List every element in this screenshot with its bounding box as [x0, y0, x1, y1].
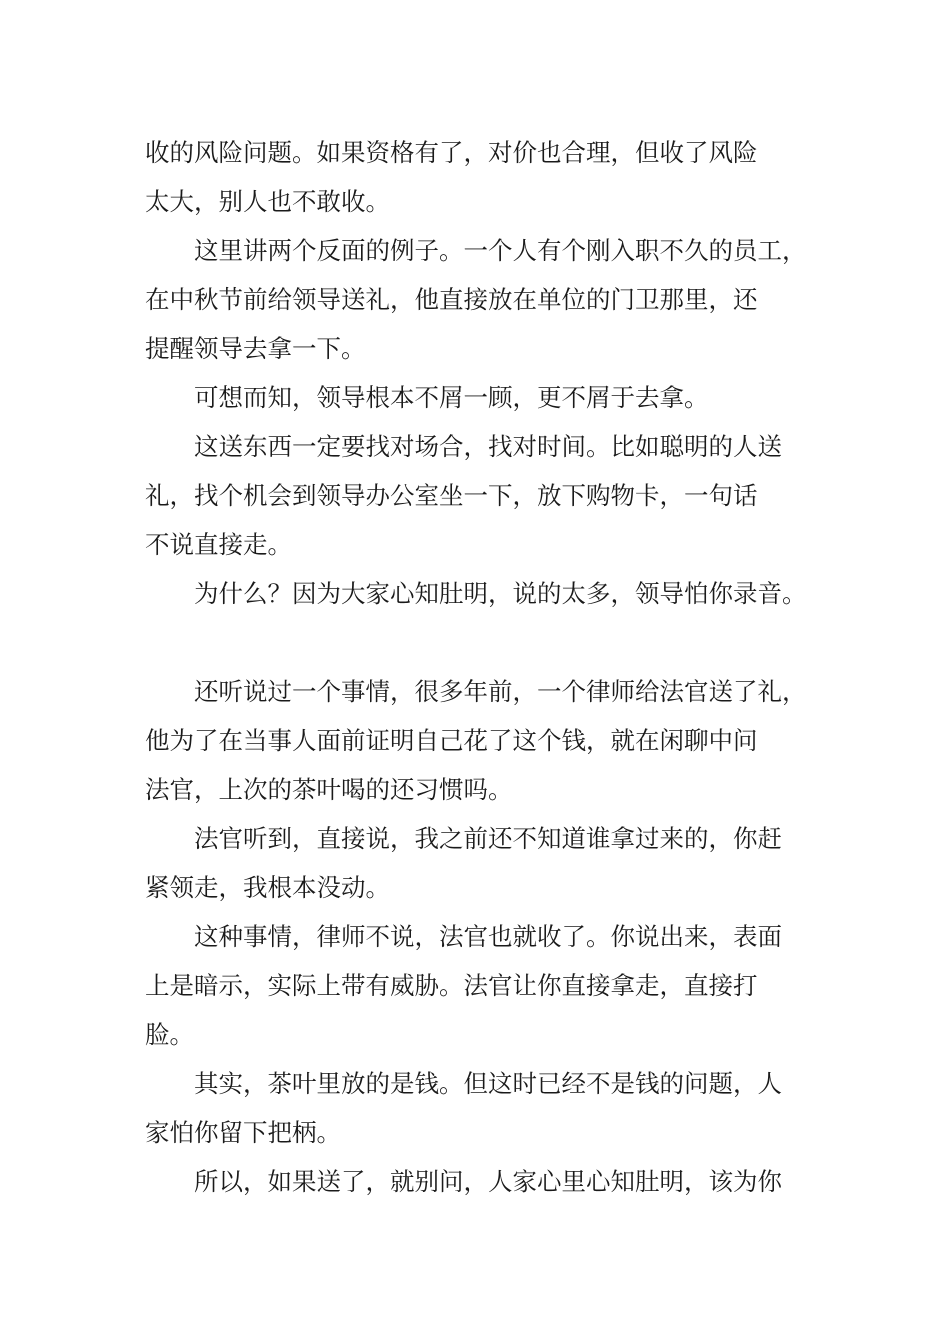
- text-line: 收的风险问题。如果资格有了，对价也合理，但收了风险: [145, 138, 758, 167]
- paragraph: [145, 373, 825, 422]
- paragraph: [145, 569, 825, 618]
- paragraph: [145, 226, 825, 373]
- text-line: 法官，上次的茶叶喝的还习惯吗。: [145, 775, 513, 804]
- text-line: 这种事情，律师不说，法官也就收了。你说出来，表面: [194, 922, 782, 951]
- text-line: 家怕你留下把柄。: [145, 1118, 341, 1147]
- paragraph: [145, 912, 825, 1059]
- text-line: 这里讲两个反面的例子。一个人有个刚入职不久的员工，: [194, 236, 807, 265]
- text-line: 脸。: [145, 1020, 194, 1049]
- paragraph: [145, 667, 825, 814]
- text-line: 紧领走，我根本没动。: [145, 873, 390, 902]
- paragraph: [145, 128, 825, 226]
- paragraph: [145, 1157, 825, 1206]
- text-line: 为什么？因为大家心知肚明，说的太多，领导怕你录音。: [194, 579, 807, 608]
- text-line: 在中秋节前给领导送礼，他直接放在单位的门卫那里，还: [145, 285, 758, 314]
- text-line: 他为了在当事人面前证明自己花了这个钱，就在闲聊中问: [145, 726, 758, 755]
- blank-line: [145, 618, 825, 667]
- text-line: 法官听到，直接说，我之前还不知道谁拿过来的，你赶: [194, 824, 782, 853]
- paragraph: [145, 1059, 825, 1157]
- text-line: 所以，如果送了，就别问，人家心里心知肚明，该为你: [194, 1167, 782, 1196]
- text-line: 可想而知，领导根本不屑一顾，更不屑于去拿。: [194, 383, 709, 412]
- text-line: 上是暗示，实际上带有威胁。法官让你直接拿走，直接打: [145, 971, 758, 1000]
- text-line: 还听说过一个事情，很多年前，一个律师给法官送了礼，: [194, 677, 807, 706]
- text-line: 这送东西一定要找对场合，找对时间。比如聪明的人送: [194, 432, 782, 461]
- text-line: 提醒领导去拿一下。: [145, 334, 366, 363]
- text-line: 礼，找个机会到领导办公室坐一下，放下购物卡，一句话: [145, 481, 758, 510]
- body-text: [145, 128, 825, 1206]
- text-line: 太大，别人也不敢收。: [145, 187, 390, 216]
- text-line: 其实，茶叶里放的是钱。但这时已经不是钱的问题，人: [194, 1069, 782, 1098]
- paragraph: [145, 814, 825, 912]
- paragraph: [145, 422, 825, 569]
- text-line: 不说直接走。: [145, 530, 292, 559]
